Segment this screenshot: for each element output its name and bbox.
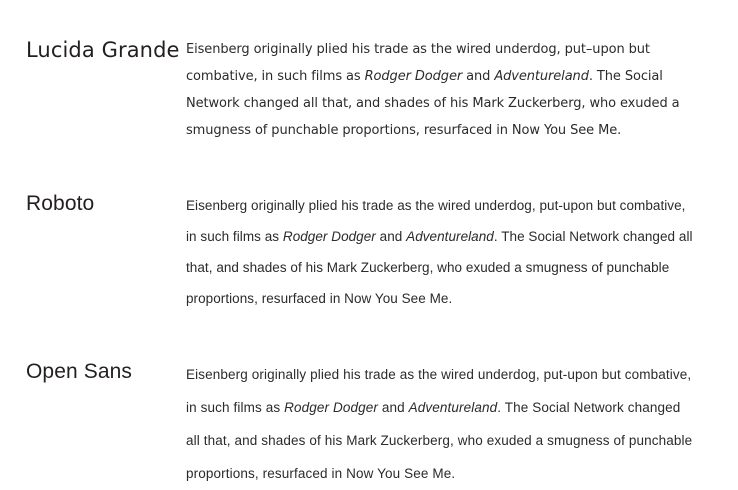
specimen-font-name: Roboto <box>26 192 95 215</box>
sample-text-part: and <box>375 229 407 244</box>
specimen-sample-text <box>186 358 698 490</box>
sample-text-italic: Rodger Dodger <box>282 229 376 244</box>
specimen-row <box>0 144 738 314</box>
specimen-font-name: Open Sans <box>26 360 132 383</box>
specimen-row <box>0 314 738 490</box>
sample-text-part: and <box>462 69 495 84</box>
sample-text-part: Eisenberg originally plied his trade as the wired underdog, put-upon but combative, in such films as <box>186 367 692 415</box>
sample-text-italic: Adventureland <box>406 229 494 244</box>
sample-text-italic: Rodger Dodger <box>364 69 463 84</box>
sample-text-part: . The Social Network changed all that, and shades of his Mark Zuckerberg, who exuded a smugness of punchable proportions, resurfaced in Now You See Me. <box>186 400 693 481</box>
specimen-sample-text <box>186 190 698 314</box>
sample-text-part: and <box>377 400 409 415</box>
sample-text-part: . The Social Network changed all that, and shades of his Mark Zuckerberg, who exuded a smugness of punchable proportions, resurfaced in Now You See Me. <box>186 69 680 138</box>
sample-text-part: Eisenberg originally plied his trade as the wired underdog, put–upon but combative, in such films as <box>186 42 650 84</box>
specimen-font-name: Lucida Grande <box>26 38 180 62</box>
specimen-row <box>0 0 738 144</box>
sample-text-part: Eisenberg originally plied his trade as the wired underdog, put-upon but combative, in such films as <box>186 198 686 244</box>
specimen-sample-text <box>186 36 698 144</box>
sample-text-italic: Adventureland <box>408 400 498 415</box>
sample-text-part: . The Social Network changed all that, and shades of his Mark Zuckerberg, who exuded a smugness of punchable proportions, resurfaced in Now You See Me. <box>186 229 693 306</box>
sample-text-italic: Adventureland <box>494 69 589 84</box>
sample-text-italic: Rodger Dodger <box>284 400 378 415</box>
